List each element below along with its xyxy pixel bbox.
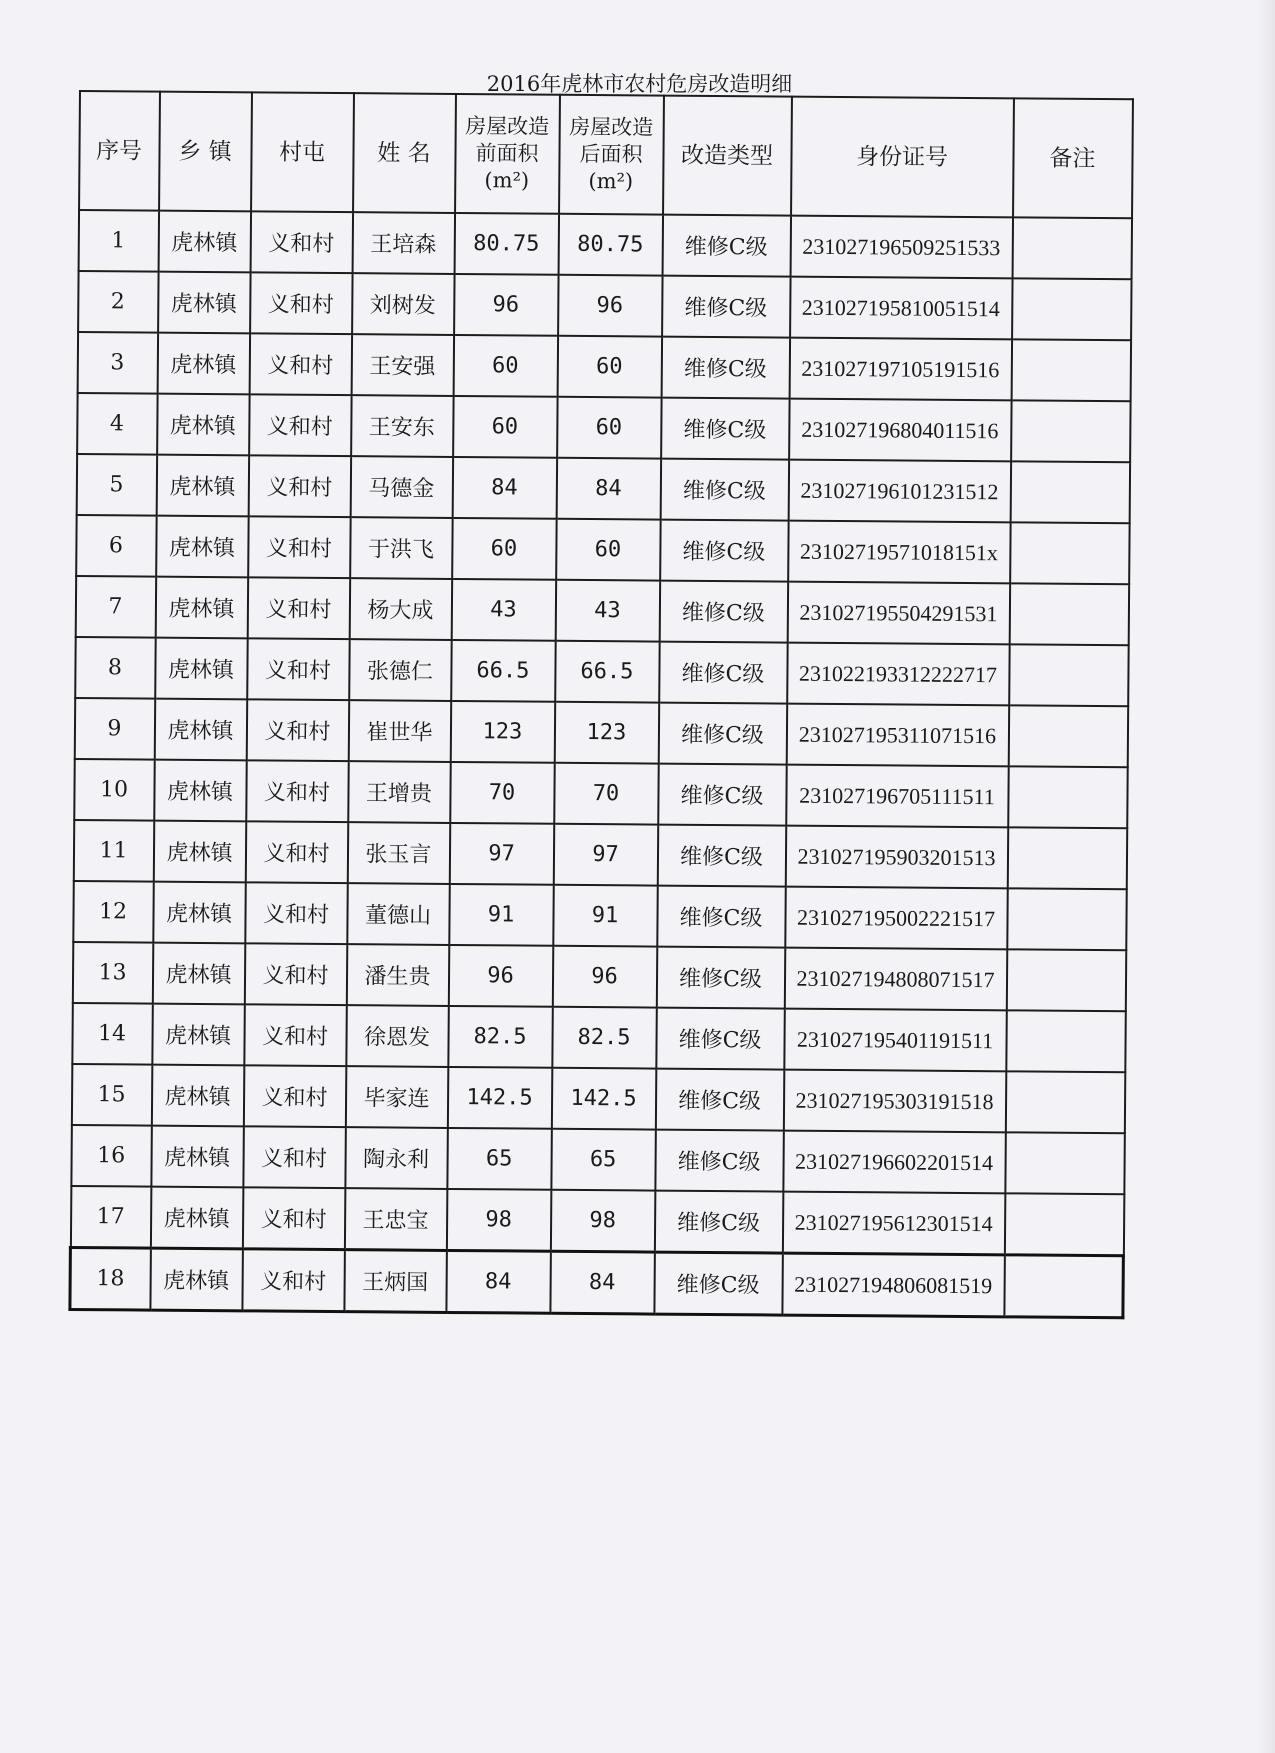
cell-village: 义和村 <box>250 272 352 334</box>
table-row <box>74 698 1127 767</box>
cell-area-after: 84 <box>550 1251 654 1314</box>
cell-area-after: 84 <box>556 458 660 520</box>
cell-name: 于洪飞 <box>350 517 452 579</box>
cell-renovation-type: 维修C级 <box>657 886 785 948</box>
cell-renovation-type: 维修C级 <box>659 581 787 643</box>
cell-area-before: 80.75 <box>454 213 558 275</box>
cell-index: 14 <box>72 1003 152 1065</box>
cell-township: 虎林镇 <box>150 1187 242 1249</box>
cell-remarks <box>1009 583 1128 645</box>
cell-renovation-type: 维修C级 <box>654 1252 782 1315</box>
cell-village: 义和村 <box>246 760 348 822</box>
cell-name: 董德山 <box>347 883 449 945</box>
cell-remarks <box>1008 766 1127 828</box>
cell-area-after: 65 <box>551 1129 655 1191</box>
table-body <box>70 210 1132 1318</box>
cell-area-after: 96 <box>552 946 656 1008</box>
cell-id-number: 231027197105191516 <box>789 338 1011 401</box>
cell-area-after: 142.5 <box>551 1068 655 1130</box>
header-area-before: 房屋改造前面积(m²) <box>455 94 560 214</box>
cell-township: 虎林镇 <box>152 1004 244 1066</box>
cell-id-number: 231027196705111511 <box>786 765 1008 828</box>
cell-remarks <box>1011 400 1130 462</box>
cell-township: 虎林镇 <box>151 1126 243 1188</box>
cell-area-before: 98 <box>446 1189 550 1251</box>
cell-name: 王增贵 <box>348 761 450 823</box>
cell-area-before: 142.5 <box>447 1067 551 1129</box>
cell-index: 7 <box>75 576 155 638</box>
cell-renovation-type: 维修C级 <box>655 1130 783 1192</box>
cell-area-after: 60 <box>557 336 661 398</box>
cell-area-before: 43 <box>451 579 555 641</box>
cell-village: 义和村 <box>243 1065 345 1127</box>
cell-name: 王炳国 <box>344 1250 446 1313</box>
cell-remarks <box>1004 1255 1123 1318</box>
cell-remarks <box>1005 1132 1124 1194</box>
cell-area-after: 82.5 <box>552 1007 656 1069</box>
cell-id-number: 231022193312222717 <box>787 643 1009 706</box>
cell-renovation-type: 维修C级 <box>656 947 784 1009</box>
cell-village: 义和村 <box>250 211 352 273</box>
cell-remarks <box>1006 1010 1125 1072</box>
cell-area-after: 123 <box>554 702 658 764</box>
cell-township: 虎林镇 <box>158 272 250 334</box>
cell-renovation-type: 维修C级 <box>655 1069 783 1131</box>
cell-township: 虎林镇 <box>153 882 245 944</box>
cell-renovation-type: 维修C级 <box>661 337 789 399</box>
document-title: 2016年虎林市农村危房改造明细 <box>486 72 793 96</box>
cell-id-number: 231027196602201514 <box>783 1131 1005 1194</box>
table-row <box>73 881 1126 950</box>
cell-area-after: 43 <box>555 580 659 642</box>
cell-name: 张玉言 <box>347 822 449 884</box>
header-remarks: 备注 <box>1013 98 1133 218</box>
cell-remarks <box>1004 1193 1123 1255</box>
cell-renovation-type: 维修C级 <box>656 1008 784 1070</box>
table-row <box>75 637 1128 706</box>
page-edge-shadow <box>1257 0 1275 1753</box>
cell-village: 义和村 <box>246 699 348 761</box>
table-row <box>71 1125 1124 1194</box>
cell-id-number: 231027196804011516 <box>789 399 1011 462</box>
cell-index: 4 <box>77 393 157 455</box>
table-row <box>77 332 1130 401</box>
cell-village: 义和村 <box>242 1187 344 1249</box>
cell-id-number: 231027196509251533 <box>790 216 1012 279</box>
cell-renovation-type: 维修C级 <box>662 215 790 277</box>
cell-area-after: 80.75 <box>558 214 662 276</box>
table-row <box>73 820 1126 889</box>
cell-index: 18 <box>70 1247 150 1310</box>
cell-area-after: 96 <box>558 275 662 337</box>
cell-township: 虎林镇 <box>157 333 249 395</box>
cell-township: 虎林镇 <box>155 638 247 700</box>
cell-township: 虎林镇 <box>150 1248 242 1311</box>
cell-index: 1 <box>78 210 158 272</box>
table-row <box>75 576 1128 645</box>
cell-remarks <box>1006 949 1125 1011</box>
cell-area-before: 70 <box>450 762 554 824</box>
cell-area-before: 65 <box>447 1128 551 1190</box>
cell-index: 11 <box>73 820 153 882</box>
cell-village: 义和村 <box>247 638 349 700</box>
table-row <box>72 942 1125 1011</box>
cell-id-number: 231027195504291531 <box>787 582 1009 645</box>
cell-name: 王培森 <box>352 212 454 274</box>
cell-index: 17 <box>70 1186 150 1248</box>
cell-index: 10 <box>74 759 154 821</box>
cell-area-after: 60 <box>557 397 661 459</box>
cell-name: 王安强 <box>351 334 453 396</box>
cell-remarks <box>1010 522 1129 584</box>
cell-index: 3 <box>77 332 157 394</box>
table-header-row <box>79 91 1133 218</box>
cell-renovation-type: 维修C级 <box>658 703 786 765</box>
cell-index: 9 <box>74 698 154 760</box>
cell-remarks <box>1008 705 1127 767</box>
cell-index: 16 <box>71 1125 151 1187</box>
header-village: 村屯 <box>251 92 354 212</box>
cell-area-after: 98 <box>550 1190 654 1252</box>
header-township: 乡 镇 <box>159 92 252 212</box>
cell-remarks <box>1011 339 1130 401</box>
cell-name: 刘树发 <box>352 273 454 335</box>
cell-index: 12 <box>73 881 153 943</box>
cell-name: 王安东 <box>351 395 453 457</box>
cell-remarks <box>1012 278 1131 340</box>
renovation-details-table <box>68 90 1134 1319</box>
cell-name: 毕家连 <box>345 1066 447 1128</box>
cell-id-number: 231027195303191518 <box>783 1070 1005 1133</box>
cell-area-after: 97 <box>553 824 657 886</box>
cell-name: 王忠宝 <box>344 1188 446 1250</box>
cell-township: 虎林镇 <box>151 1065 243 1127</box>
cell-id-number: 231027196101231512 <box>788 460 1010 523</box>
table-row <box>70 1186 1123 1256</box>
cell-renovation-type: 维修C级 <box>661 398 789 460</box>
table-row <box>71 1064 1124 1133</box>
cell-area-before: 96 <box>448 945 552 1007</box>
cell-id-number: 231027194808071517 <box>784 948 1006 1011</box>
cell-area-after: 66.5 <box>555 641 659 703</box>
cell-name: 马德金 <box>350 456 452 518</box>
header-renovation-type: 改造类型 <box>663 96 792 216</box>
cell-area-before: 60 <box>453 335 557 397</box>
cell-township: 虎林镇 <box>155 577 247 639</box>
cell-id-number: 231027195401191511 <box>784 1009 1006 1072</box>
cell-index: 13 <box>72 942 152 1004</box>
cell-village: 义和村 <box>247 577 349 639</box>
cell-village: 义和村 <box>248 455 350 517</box>
table-row <box>77 393 1130 462</box>
table-row <box>76 454 1129 523</box>
cell-village: 义和村 <box>244 943 346 1005</box>
cell-remarks <box>1012 217 1131 279</box>
table-row <box>78 210 1131 279</box>
header-name: 姓 名 <box>353 93 456 213</box>
cell-village: 义和村 <box>245 821 347 883</box>
cell-village: 义和村 <box>249 394 351 456</box>
cell-id-number: 23102719571018151x <box>788 521 1010 584</box>
cell-name: 陶永利 <box>345 1127 447 1189</box>
table-row <box>78 271 1131 340</box>
cell-index: 15 <box>71 1064 151 1126</box>
cell-renovation-type: 维修C级 <box>662 276 790 338</box>
cell-township: 虎林镇 <box>158 211 250 273</box>
cell-index: 6 <box>76 515 156 577</box>
cell-id-number: 231027195311071516 <box>786 704 1008 767</box>
cell-village: 义和村 <box>249 333 351 395</box>
cell-area-before: 84 <box>452 457 556 519</box>
cell-village: 义和村 <box>243 1126 345 1188</box>
cell-renovation-type: 维修C级 <box>660 520 788 582</box>
cell-renovation-type: 维修C级 <box>660 459 788 521</box>
cell-name: 杨大成 <box>349 578 451 640</box>
cell-village: 义和村 <box>244 1004 346 1066</box>
cell-area-before: 82.5 <box>448 1006 552 1068</box>
cell-renovation-type: 维修C级 <box>654 1191 782 1254</box>
cell-area-before: 66.5 <box>451 640 555 702</box>
cell-id-number: 231027195903201513 <box>785 826 1007 889</box>
cell-area-before: 123 <box>450 701 554 763</box>
header-id-number: 身份证号 <box>791 97 1014 218</box>
cell-village: 义和村 <box>245 882 347 944</box>
cell-renovation-type: 维修C级 <box>659 642 787 704</box>
cell-township: 虎林镇 <box>154 699 246 761</box>
cell-township: 虎林镇 <box>153 821 245 883</box>
cell-area-before: 97 <box>449 823 553 885</box>
table-row <box>76 515 1129 584</box>
header-area-after: 房屋改造后面积(m²) <box>559 95 664 215</box>
cell-renovation-type: 维修C级 <box>658 764 786 826</box>
table-row <box>72 1003 1125 1072</box>
cell-area-after: 70 <box>554 763 658 825</box>
cell-township: 虎林镇 <box>152 943 244 1005</box>
cell-area-before: 91 <box>449 884 553 946</box>
cell-township: 虎林镇 <box>156 455 248 517</box>
cell-id-number: 231027194806081519 <box>782 1253 1004 1317</box>
cell-area-before: 60 <box>452 518 556 580</box>
cell-area-before: 84 <box>446 1250 550 1313</box>
cell-index: 2 <box>78 271 158 333</box>
cell-township: 虎林镇 <box>154 760 246 822</box>
cell-area-after: 91 <box>553 885 657 947</box>
cell-village: 义和村 <box>242 1249 344 1312</box>
cell-name: 崔世华 <box>348 700 450 762</box>
cell-index: 5 <box>76 454 156 516</box>
cell-id-number: 231027195810051514 <box>790 277 1012 340</box>
header-index: 序号 <box>79 91 160 211</box>
cell-remarks <box>1005 1071 1124 1133</box>
cell-township: 虎林镇 <box>157 394 249 456</box>
cell-area-before: 96 <box>454 274 558 336</box>
cell-remarks <box>1007 888 1126 950</box>
cell-name: 潘生贵 <box>346 944 448 1006</box>
cell-id-number: 231027195002221517 <box>785 887 1007 950</box>
cell-name: 徐恩发 <box>346 1005 448 1067</box>
cell-renovation-type: 维修C级 <box>657 825 785 887</box>
table-row <box>74 759 1127 828</box>
cell-village: 义和村 <box>248 516 350 578</box>
cell-remarks <box>1007 827 1126 889</box>
cell-township: 虎林镇 <box>156 516 248 578</box>
cell-remarks <box>1010 461 1129 523</box>
cell-area-after: 60 <box>556 519 660 581</box>
cell-name: 张德仁 <box>349 639 451 701</box>
cell-index: 8 <box>75 637 155 699</box>
cell-area-before: 60 <box>453 396 557 458</box>
table-row <box>70 1247 1123 1317</box>
cell-remarks <box>1009 644 1128 706</box>
cell-id-number: 231027195612301514 <box>782 1192 1004 1255</box>
